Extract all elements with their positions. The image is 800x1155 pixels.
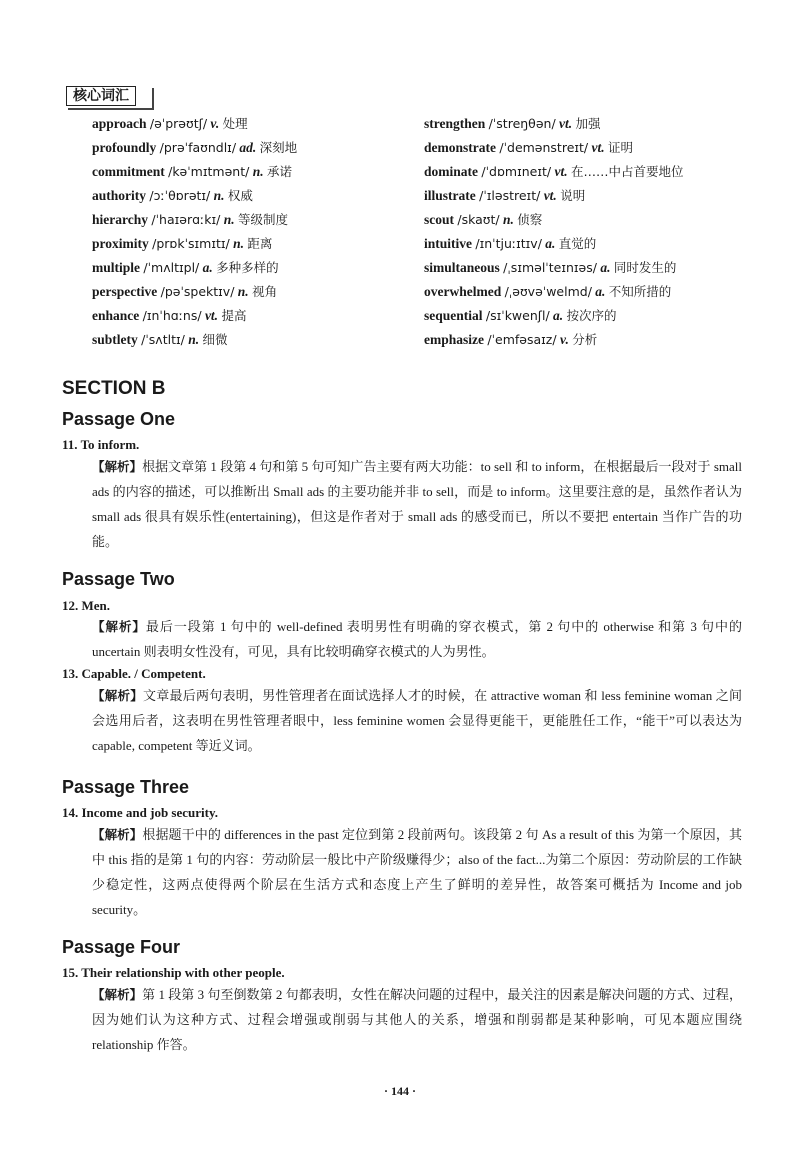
question-explanation: 【解析】根据题干中的 differences in the past 定位到第 2 段前两句。该段第 2 句 As a result of this 为第一个原因，其中 this 指的是第 1 句的内容：劳动阶层一般比中产阶级赚得少；also of the fact...为第二个原因：劳动阶层的工作缺少稳定性，这两点使得两个阶层在生活方式和态度上产生了鲜明的差异性，故答案可概括为 Income and job security。 bbox=[92, 827, 742, 917]
passage-title: Passage Two bbox=[62, 569, 175, 589]
passage-title: Passage One bbox=[62, 409, 176, 429]
vocab-entry: intuitive /ɪnˈtjuːɪtɪv/ a. 直觉的 bbox=[424, 236, 597, 251]
passage-title: Passage Four bbox=[62, 937, 181, 957]
question-explanation: 【解析】文章最后两句表明，男性管理者在面试选择人才的时候，在 attractive woman 和 less feminine woman 之间会选用后者，这表明在男性管理者眼中，less feminine women 会显得更能干，更能胜任工作，“能干”可以表达为 capable, competent 等近义词。 bbox=[92, 688, 742, 753]
vocab-list-left bbox=[92, 112, 412, 352]
vocab-entry: perspective /pəˈspektɪv/ n. 视角 bbox=[92, 284, 278, 299]
question-explanation: 【解析】第 1 段第 3 句至倒数第 2 句都表明，女性在解决问题的过程中，最关注的因素是解决问题的方式、过程，因为她们认为这种方式、过程会增强或削弱与其他人的关系，增强和削弱都是某种影响，可见本题应围绕 relationship 作答。 bbox=[92, 987, 742, 1052]
question-answer: 13. Capable. / Competent. bbox=[62, 666, 206, 681]
vocab-entry: enhance /ɪnˈhɑːns/ vt. 提高 bbox=[92, 308, 247, 323]
vocab-entry: demonstrate /ˈdemənstreɪt/ vt. 证明 bbox=[424, 140, 634, 155]
vocab-entry: hierarchy /ˈhaɪərɑːkɪ/ n. 等级制度 bbox=[92, 212, 288, 227]
vocab-entry: sequential /sɪˈkwenʃl/ a. 按次序的 bbox=[424, 308, 617, 323]
question-explanation: 【解析】最后一段第 1 句中的 well-defined 表明男性有明确的穿衣模式，第 2 句中的 otherwise 和第 3 句中的 uncertain 则表明女性没有，可见，具有比较明确穿衣模式的人为男性。 bbox=[92, 619, 742, 659]
vocab-list-right bbox=[424, 112, 794, 352]
question-answer: 15. Their relationship with other people. bbox=[62, 965, 285, 980]
page-number: · 144 · bbox=[383, 1084, 416, 1098]
question-answer: 14. Income and job security. bbox=[62, 805, 218, 820]
vocab-entry: emphasize /ˈemfəsaɪz/ v. 分析 bbox=[424, 332, 598, 347]
vocab-entry: profoundly /prəˈfaʊndlɪ/ ad. 深刻地 bbox=[92, 140, 298, 155]
question-answer: 11. To inform. bbox=[62, 437, 140, 452]
vocab-entry: overwhelmed /ˌəʊvəˈwelmd/ a. 不知所措的 bbox=[424, 284, 672, 299]
vocab-entry: approach /əˈprəʊtʃ/ v. 处理 bbox=[92, 116, 248, 131]
vocab-entry: scout /skaʊt/ n. 侦察 bbox=[424, 212, 543, 227]
vocab-title: 核心词汇 bbox=[66, 86, 136, 106]
question-explanation: 【解析】根据文章第 1 段第 4 句和第 5 句可知广告主要有两大功能：to sell 和 to inform，在根据最后一段对于 small ads 的内容的描述，可以推断出 Small ads 的主要功能并非 to sell，而是 to inform。这里要注意的是，虽然作者认为 small ads 很具有娱乐性(entertaining)，但这是作者对于 small ads 的感受而已，所以不要把 entertain 当作广告的功能。 bbox=[92, 459, 742, 549]
vocab-entry: commitment /kəˈmɪtmənt/ n. 承诺 bbox=[92, 164, 292, 179]
vocab-entry: subtlety /ˈsʌtltɪ/ n. 细微 bbox=[92, 332, 228, 347]
question-answer: 12. Men. bbox=[62, 598, 111, 613]
vocab-entry: dominate /ˈdɒmɪneɪt/ vt. 在……中占首要地位 bbox=[424, 164, 684, 179]
section-title: SECTION B bbox=[62, 378, 166, 399]
vocab-entry: proximity /prɒkˈsɪmɪtɪ/ n. 距离 bbox=[92, 236, 273, 251]
passage-title: Passage Three bbox=[62, 777, 190, 797]
vocab-entry: authority /ɔːˈθɒrətɪ/ n. 权威 bbox=[92, 188, 253, 203]
vocab-entry: illustrate /ˈɪləstreɪt/ vt. 说明 bbox=[424, 188, 586, 203]
vocab-entry: strengthen /ˈstreŋθən/ vt. 加强 bbox=[424, 116, 601, 131]
vocab-entry: simultaneous /ˌsɪməlˈteɪnɪəs/ a. 同时发生的 bbox=[424, 260, 677, 275]
vocab-entry: multiple /ˈmʌltɪpl/ a. 多种多样的 bbox=[92, 260, 279, 275]
